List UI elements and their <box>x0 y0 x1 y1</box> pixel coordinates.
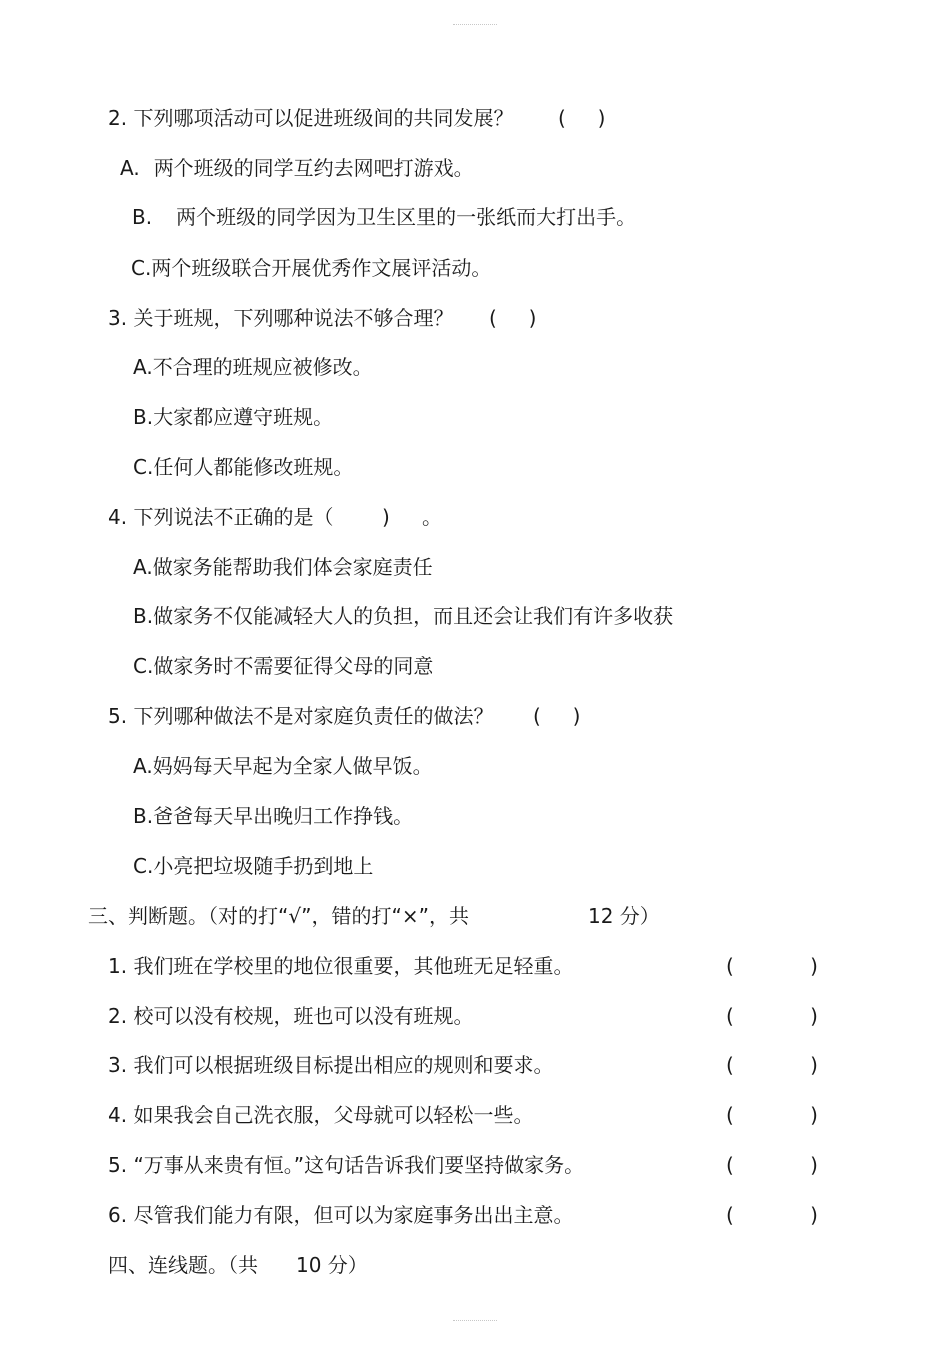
question-4-option-a: A.做家务能帮助我们体会家庭责任 <box>133 555 433 579</box>
section-4-title: 四、连线题。（共 10 分） <box>108 1253 368 1277</box>
question-5-option-b: B.爸爸每天早出晚归工作挣钱。 <box>133 804 414 828</box>
true-false-item-5: 5. “万事从来贵有恒。”这句话告诉我们要坚持做家务。 ( ) <box>108 1153 818 1177</box>
true-false-item-3: 3. 我们可以根据班级目标提出相应的规则和要求。 ( ) <box>108 1053 818 1077</box>
answer-bracket[interactable]: ( ) <box>726 1203 818 1227</box>
answer-bracket[interactable]: ( ) <box>726 1153 818 1177</box>
answer-bracket[interactable]: ( ) <box>726 1004 818 1028</box>
true-false-item-1: 1. 我们班在学校里的地位很重要，其他班无足轻重。 ( ) <box>108 954 818 978</box>
answer-bracket[interactable]: ( ) <box>489 306 537 330</box>
question-2-stem: 2. 下列哪项活动可以促进班级间的共同发展？ ( ) <box>108 106 606 130</box>
question-3-stem: 3. 关于班规，下列哪种说法不够合理？ ( ) <box>108 306 537 330</box>
answer-bracket[interactable]: ) <box>382 505 390 529</box>
question-5-stem: 5. 下列哪种做法不是对家庭负责任的做法？ ( ) <box>108 704 581 728</box>
question-4-option-c: C.做家务时不需要征得父母的同意 <box>133 654 434 678</box>
answer-bracket[interactable]: ( ) <box>726 1053 818 1077</box>
question-5-option-a: A.妈妈每天早起为全家人做早饭。 <box>133 754 433 778</box>
question-2-option-b: B. 两个班级的同学因为卫生区里的一张纸而大打出手。 <box>132 205 637 229</box>
true-false-item-2: 2. 校可以没有校规，班也可以没有班规。 ( ) <box>108 1004 818 1028</box>
question-4-option-b: B.做家务不仅能减轻大人的负担，而且还会让我们有许多收获 <box>133 604 674 628</box>
question-2-option-a: A. 两个班级的同学互约去网吧打游戏。 <box>120 156 474 180</box>
section-3-title: 三、判断题。（对的打“√”，错的打“×”，共 12 分） <box>88 904 660 928</box>
question-5-option-c: C.小亮把垃圾随手扔到地上 <box>133 854 374 878</box>
answer-bracket[interactable]: ( ) <box>533 704 581 728</box>
page-top-mark <box>453 24 497 25</box>
question-3-option-b: B.大家都应遵守班规。 <box>133 405 334 429</box>
question-4-period: 。 <box>422 505 442 529</box>
answer-bracket[interactable]: ( ) <box>726 1103 818 1127</box>
question-2-option-c: C.两个班级联合开展优秀作文展评活动。 <box>131 256 492 280</box>
answer-bracket[interactable]: ( ) <box>726 954 818 978</box>
question-4-stem: 4. 下列说法不正确的是（ ) 。 <box>108 505 442 529</box>
true-false-item-4: 4. 如果我会自己洗衣服，父母就可以轻松一些。 ( ) <box>108 1103 818 1127</box>
page-bottom-mark <box>453 1320 497 1321</box>
true-false-item-6: 6. 尽管我们能力有限，但可以为家庭事务出出主意。 ( ) <box>108 1203 818 1227</box>
answer-bracket[interactable]: ( ) <box>558 106 606 130</box>
question-3-option-c: C.任何人都能修改班规。 <box>133 455 354 479</box>
question-3-option-a: A.不合理的班规应被修改。 <box>133 355 373 379</box>
